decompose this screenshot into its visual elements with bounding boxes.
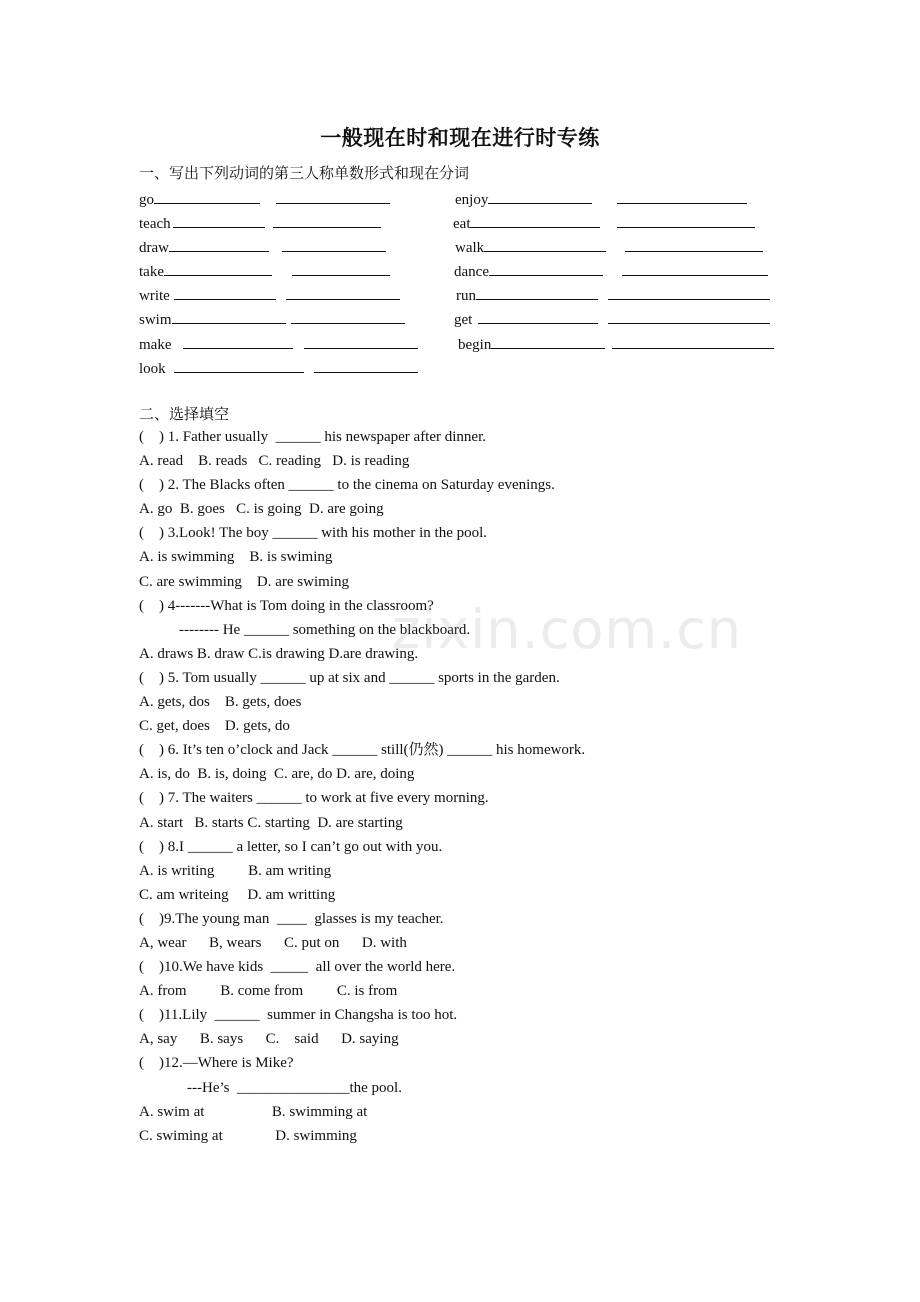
options-line: A. gets, dos B. gets, does [139, 694, 302, 711]
answer-blank[interactable] [314, 356, 418, 373]
verb-row [139, 332, 799, 356]
answer-blank[interactable] [183, 332, 293, 349]
options-line: A. is, do B. is, doing C. are, do D. are, doing [139, 766, 415, 783]
verb-row [139, 211, 799, 235]
answer-blank[interactable] [173, 211, 265, 228]
answer-blank[interactable] [608, 283, 770, 300]
verb-item [139, 211, 265, 234]
options-line: A. read B. reads C. reading D. is reading [139, 453, 410, 470]
section1-heading: 一、写出下列动词的第三人称单数形式和现在分词 [139, 164, 470, 182]
question-line: ( )11.Lily ______ summer in Changsha is too hot. [139, 1007, 458, 1024]
options-line: A. draws B. draw C.is drawing D.are drawing. [139, 645, 419, 662]
verb-item [139, 307, 286, 330]
question-line: ( ) 2. The Blacks often ______ to the cinema on Saturday evenings. [139, 477, 555, 494]
verb-row [139, 283, 799, 307]
verb-row [139, 307, 799, 331]
answer-blank[interactable] [489, 259, 603, 276]
question-line: ( )12.—Where is Mike? [139, 1055, 294, 1072]
options-line: C. are swimming D. are swiming [139, 573, 349, 590]
verb-word: run [456, 288, 476, 305]
answer-blank[interactable] [491, 332, 605, 349]
verb-item [139, 187, 260, 210]
verb-item [139, 356, 304, 379]
verb-word: go [139, 192, 154, 208]
question-line: ( )9.The young man ____ glasses is my teacher. [139, 910, 444, 927]
answer-blank[interactable] [154, 187, 260, 204]
watermark: zixin.com.cn [392, 598, 743, 661]
answer-blank[interactable] [625, 235, 763, 252]
question-line: ( ) 7. The waiters ______ to work at five every morning. [139, 790, 489, 807]
answer-blank[interactable] [617, 187, 747, 204]
answer-blank[interactable] [478, 307, 598, 324]
answer-blank[interactable] [174, 356, 304, 373]
question-line: -------- He ______ something on the blackboard. [179, 621, 471, 638]
options-line: A. go B. goes C. is going D. are going [139, 501, 384, 518]
verb-word: look [139, 360, 166, 377]
verb-item [139, 259, 272, 282]
verb-item [454, 259, 603, 282]
verb-word: dance [454, 264, 489, 281]
page-title: 一般现在时和现在进行时专练 [320, 126, 600, 150]
answer-blank[interactable] [273, 211, 381, 228]
verb-item [455, 187, 592, 210]
answer-blank[interactable] [476, 283, 598, 300]
verb-word: write [139, 288, 170, 305]
verb-row [139, 356, 799, 380]
verb-word: swim [139, 312, 172, 329]
answer-blank[interactable] [164, 259, 272, 276]
answer-blank[interactable] [617, 211, 755, 228]
answer-blank[interactable] [484, 235, 606, 252]
verb-word: enjoy [455, 192, 489, 208]
answer-blank[interactable] [304, 332, 418, 349]
answer-blank[interactable] [276, 187, 390, 204]
options-line: A. start B. starts C. starting D. are starting [139, 814, 403, 831]
answer-blank[interactable] [470, 211, 600, 228]
verb-grid [139, 187, 799, 380]
question-line: ( ) 5. Tom usually ______ up at six and ______ sports in the garden. [139, 669, 560, 686]
verb-word: begin [458, 336, 492, 353]
answer-blank[interactable] [608, 307, 770, 324]
answer-blank[interactable] [612, 332, 774, 349]
verb-item [456, 283, 598, 306]
question-line: ( ) 8.I ______ a letter, so I can’t go out with you. [139, 838, 443, 855]
verb-word: draw [139, 240, 169, 257]
verb-item [139, 283, 276, 306]
question-line: ( ) 1. Father usually ______ his newspaper after dinner. [139, 429, 486, 445]
answer-blank[interactable] [622, 259, 768, 276]
options-line: A. is writing B. am writing [139, 862, 332, 879]
options-line: A, wear B, wears C. put on D. with [139, 934, 407, 951]
answer-blank[interactable] [291, 307, 405, 324]
answer-blank[interactable] [172, 307, 286, 324]
options-line: A. from B. come from C. is from [139, 983, 398, 1000]
verb-item [139, 332, 293, 355]
verb-row [139, 259, 799, 283]
verb-word: teach [139, 216, 171, 233]
multiple-choice-list [139, 427, 839, 1150]
verb-word: eat [453, 216, 471, 233]
options-line: C. am writeing D. am writting [139, 886, 336, 903]
question-line: ( )10.We have kids _____ all over the world here. [139, 959, 456, 976]
answer-blank[interactable] [169, 235, 269, 252]
verb-item [458, 332, 605, 355]
verb-row [139, 187, 799, 211]
question-line: ( ) 3.Look! The boy ______ with his mother in the pool. [139, 525, 488, 542]
question-line: ( ) 6. It’s ten o’clock and Jack ______ still(仍然) ______ his homework. [139, 742, 586, 759]
verb-item [454, 307, 598, 330]
verb-item [455, 235, 606, 258]
answer-blank[interactable] [286, 283, 400, 300]
answer-blank[interactable] [488, 187, 592, 204]
verb-row [139, 235, 799, 259]
verb-word: take [139, 264, 164, 281]
question-line: ---He’s _______________the pool. [187, 1079, 402, 1096]
verb-item [139, 235, 269, 258]
verb-word: walk [455, 240, 485, 257]
options-line: C. get, does D. gets, do [139, 718, 290, 735]
verb-word: get [454, 312, 473, 329]
answer-blank[interactable] [292, 259, 390, 276]
answer-blank[interactable] [174, 283, 276, 300]
verb-item [453, 211, 600, 234]
verb-word: make [139, 336, 172, 353]
answer-blank[interactable] [282, 235, 386, 252]
options-line: A, say B. says C. said D. saying [139, 1031, 399, 1048]
question-line: ( ) 4-------What is Tom doing in the classroom? [139, 597, 434, 614]
options-line: A. swim at B. swimming at [139, 1103, 368, 1120]
options-line: C. swiming at D. swimming [139, 1127, 357, 1144]
section2-heading: 二、选择填空 [139, 405, 230, 423]
options-line: A. is swimming B. is swiming [139, 549, 333, 566]
